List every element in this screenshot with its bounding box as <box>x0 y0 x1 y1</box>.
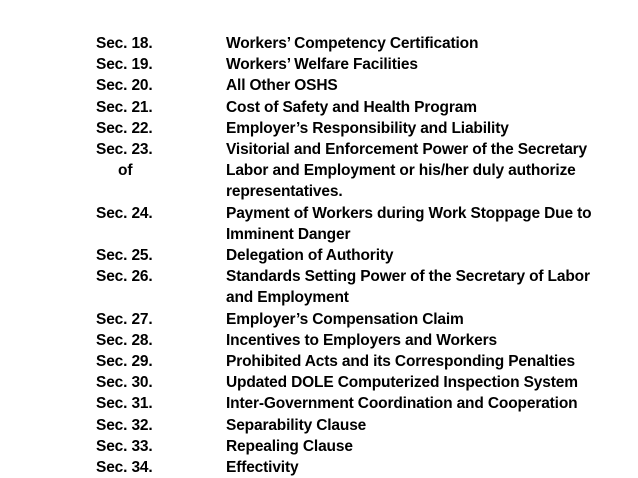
section-row <box>96 330 616 351</box>
section-row <box>96 118 616 139</box>
section-row <box>96 351 616 372</box>
section-row <box>96 245 616 266</box>
section-title-line: Cost of Safety and Health Program <box>226 98 477 116</box>
section-number: Sec. 24. <box>96 204 153 222</box>
section-title-line: Effectivity <box>226 459 299 477</box>
section-row <box>96 33 616 54</box>
section-title-line: Workers’ Welfare Facilities <box>226 56 418 74</box>
section-list <box>96 33 616 478</box>
section-number: Sec. 23. <box>96 141 153 159</box>
section-number: Sec. 27. <box>96 310 153 328</box>
section-number-cell <box>96 97 226 118</box>
section-number-cell <box>96 203 226 245</box>
section-title <box>226 415 616 436</box>
section-title <box>226 33 616 54</box>
section-title <box>226 309 616 330</box>
section-title-line: Repealing Clause <box>226 437 353 455</box>
section-title <box>226 351 616 372</box>
section-title-line: Incentives to Employers and Workers <box>226 331 497 349</box>
section-title <box>226 245 616 266</box>
section-title-line: Labor and Employment or his/her duly authorize <box>226 162 576 180</box>
section-title-line: Inter-Government Coordination and Cooperation <box>226 395 578 413</box>
section-number-cell <box>96 118 226 139</box>
section-number-cell <box>96 457 226 478</box>
section-title <box>226 54 616 75</box>
section-row <box>96 139 616 203</box>
section-number: Sec. 30. <box>96 374 153 392</box>
section-number-cell <box>96 351 226 372</box>
section-number-cell <box>96 330 226 351</box>
section-number: Sec. 32. <box>96 416 153 434</box>
section-row <box>96 75 616 96</box>
section-number-cell <box>96 415 226 436</box>
section-title-line: and Employment <box>226 289 349 307</box>
section-number-cell <box>96 309 226 330</box>
section-title <box>226 75 616 96</box>
section-title <box>226 330 616 351</box>
section-title <box>226 372 616 393</box>
section-row <box>96 266 616 308</box>
section-number: Sec. 29. <box>96 353 153 371</box>
section-number: Sec. 20. <box>96 77 153 95</box>
section-title-line: Updated DOLE Computerized Inspection System <box>226 374 578 392</box>
section-row <box>96 309 616 330</box>
section-number-cell <box>96 139 226 203</box>
section-number: Sec. 34. <box>96 459 153 477</box>
section-number: Sec. 19. <box>96 56 153 74</box>
section-title-line: Workers’ Competency Certification <box>226 35 479 52</box>
section-number: Sec. 25. <box>96 247 153 265</box>
section-number: Sec. 26. <box>96 268 153 286</box>
section-title <box>226 139 616 203</box>
section-number: Sec. 18. <box>96 35 153 52</box>
section-title <box>226 118 616 139</box>
section-title <box>226 393 616 414</box>
section-title-line: Imminent Danger <box>226 225 351 243</box>
section-number-cell <box>96 393 226 414</box>
section-number: Sec. 22. <box>96 119 153 137</box>
section-title-line: Payment of Workers during Work Stoppage Due to <box>226 204 592 222</box>
section-title-line: Visitorial and Enforcement Power of the Secretary <box>226 141 588 159</box>
section-number-continuation: of <box>118 162 133 180</box>
section-title-line: All Other OSHS <box>226 77 338 95</box>
section-row <box>96 97 616 118</box>
section-title-line: Separability Clause <box>226 416 367 434</box>
section-title <box>226 457 616 478</box>
section-row <box>96 372 616 393</box>
section-row <box>96 393 616 414</box>
section-number: Sec. 31. <box>96 395 153 413</box>
section-number: Sec. 28. <box>96 331 153 349</box>
section-title-line: representatives. <box>226 183 343 201</box>
section-row <box>96 203 616 245</box>
section-number-cell <box>96 372 226 393</box>
section-row <box>96 436 616 457</box>
section-title-line: Employer’s Compensation Claim <box>226 310 464 328</box>
section-number-cell <box>96 245 226 266</box>
section-number-cell <box>96 436 226 457</box>
section-number-cell <box>96 75 226 96</box>
section-number-cell <box>96 266 226 308</box>
section-title-line: Prohibited Acts and its Corresponding Penalties <box>226 353 575 371</box>
section-title <box>226 436 616 457</box>
section-row <box>96 457 616 478</box>
section-title <box>226 97 616 118</box>
section-number-cell <box>96 54 226 75</box>
section-row <box>96 54 616 75</box>
section-title-line: Standards Setting Power of the Secretary of Labor <box>226 268 590 286</box>
section-number-cell <box>96 33 226 54</box>
section-number: Sec. 33. <box>96 437 153 455</box>
section-title <box>226 266 616 308</box>
section-title <box>226 203 616 245</box>
section-title-line: Employer’s Responsibility and Liability <box>226 119 509 137</box>
section-title-line: Delegation of Authority <box>226 247 394 265</box>
section-row <box>96 415 616 436</box>
section-number: Sec. 21. <box>96 98 153 116</box>
